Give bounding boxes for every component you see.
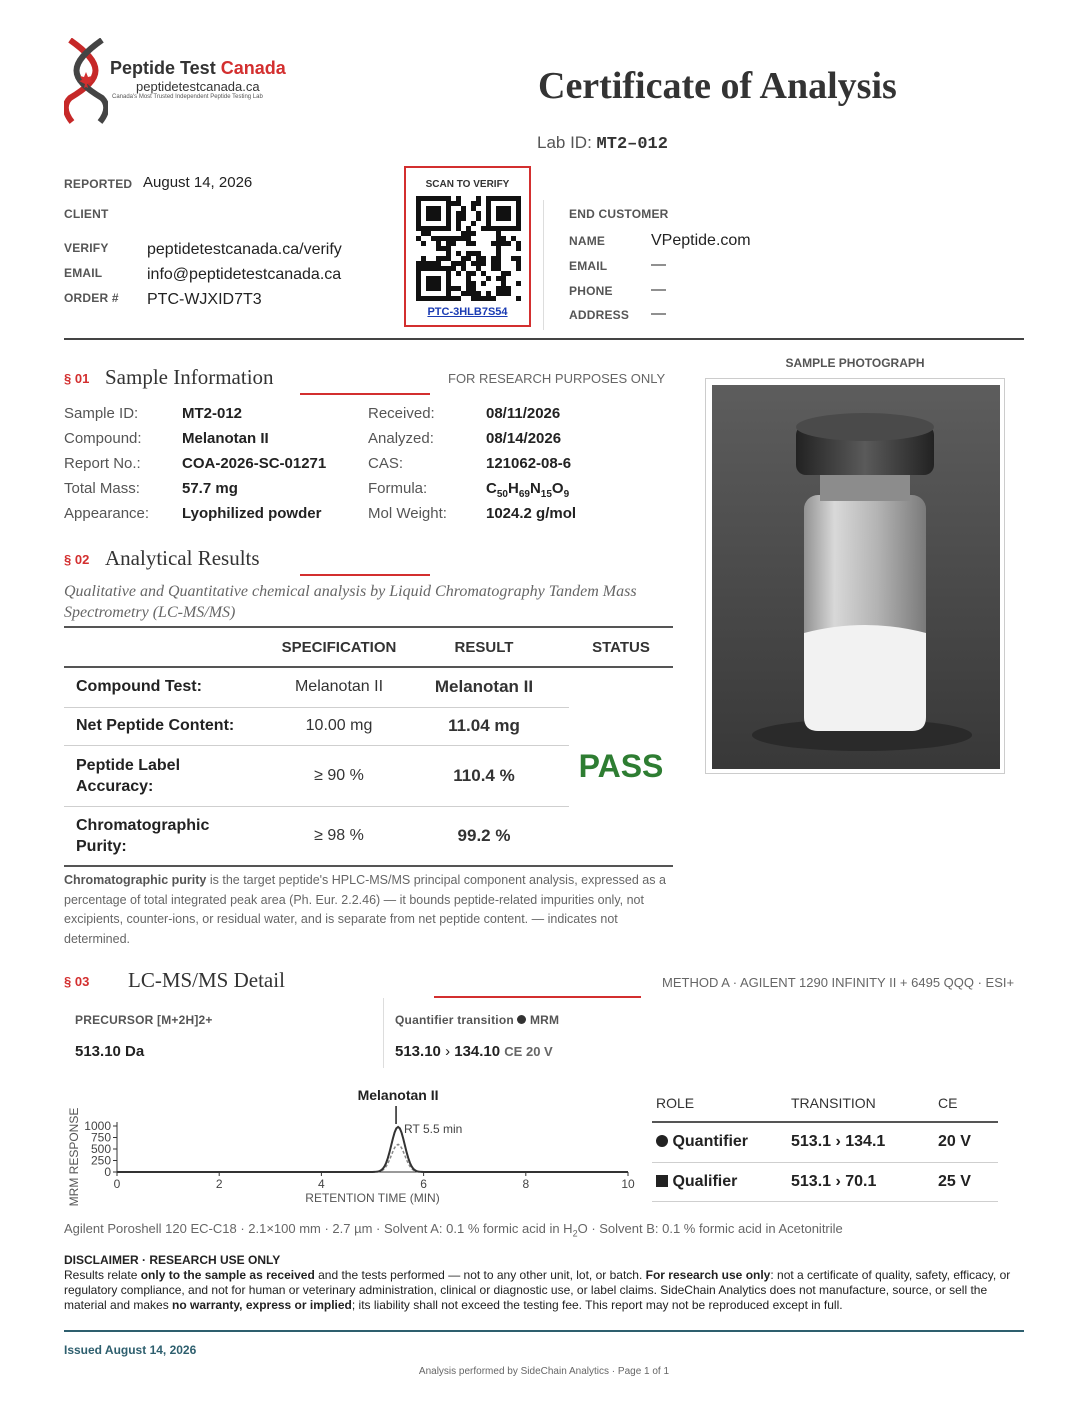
ec-name-label: NAME: [569, 234, 606, 248]
info-label: Sample ID:: [64, 405, 139, 422]
ec-address: —: [651, 305, 666, 322]
test-result: 11.04 mg: [399, 707, 569, 745]
info-label: Formula:: [368, 480, 428, 497]
email-label: EMAIL: [64, 266, 103, 280]
ce-cell: 20 V: [938, 1133, 971, 1151]
info-value: 08/14/2026: [486, 430, 562, 447]
transition-cell: 513.1 › 134.1: [791, 1133, 886, 1151]
info-value: Lyophilized powder: [182, 505, 322, 522]
quant-label-text: Quantifier transition: [395, 1013, 514, 1027]
sample-photo: [705, 378, 1005, 774]
pass-badge: PASS: [578, 748, 664, 784]
info-label: Total Mass:: [64, 480, 140, 497]
x-tick-label: 2: [215, 1177, 223, 1191]
role-qualifier: Qualifier: [672, 1172, 738, 1190]
info-label: CAS:: [368, 455, 404, 472]
footer-text: Analysis performed by SideChain Analytics · Page 1 of 1: [418, 1366, 670, 1377]
qr-link[interactable]: PTC-3HLB7S54: [427, 306, 508, 318]
test-result: 99.2 %: [457, 825, 511, 845]
disclaimer-t4: ; its liability shall not exceed the testing fee. This report may not be reproduced except in full.: [351, 1298, 843, 1312]
page-title: Certificate of Analysis: [538, 65, 897, 107]
role-quantifier: Quantifier: [672, 1133, 749, 1151]
transition-cell: 513.1 › 70.1: [787, 1162, 934, 1201]
table-row: [652, 1123, 998, 1162]
info-value: Melanotan II: [182, 430, 269, 447]
info-row: [368, 430, 688, 455]
info-label: Received:: [368, 405, 435, 422]
info-label: Appearance:: [64, 505, 150, 522]
info-label: Compound:: [64, 430, 142, 447]
disclaimer-b1: only to the sample as received: [140, 1268, 315, 1282]
disclaimer-t3: : not a certificate of quality, safety, efficacy, or regulatory compliance, and not for human or veterinary administration, clinical or diagnostic use, or label claims. SideChain Analytics does not manufacture, source, or sell the material and makes: [64, 1268, 1011, 1312]
precursor-label: PRECURSOR [M+2H]2+: [75, 1013, 213, 1027]
info-row: [368, 505, 688, 530]
column-info: Agilent Poroshell 120 EC-C18 · 2.1×100 mm · 2.7 µm · Solvent A: 0.1 % formic acid in $H_2O$ · Solvent B: 0.1 % formic acid in Acetonitrile: [64, 1221, 843, 1239]
formula-count: 9: [563, 489, 570, 500]
quantifier-trace: [117, 1127, 628, 1172]
result-header: RESULT: [454, 638, 514, 656]
info-row: [64, 405, 364, 430]
arrow-icon: ›: [445, 1043, 451, 1060]
quantifier-label: [395, 1013, 559, 1027]
section2-description: Qualitative and Quantitative chemical analysis by Liquid Chromatography Tandem Mass Spectrometry (LC-MS/MS): [64, 583, 637, 621]
info-row: [368, 405, 688, 430]
formula-value: [486, 480, 569, 500]
purity-note: [64, 871, 676, 949]
lab-id-value: MT2–012: [596, 135, 668, 154]
section1-number: § 01: [64, 371, 90, 386]
end-customer-heading: END CUSTOMER: [569, 207, 669, 221]
formula-element: C: [486, 480, 497, 497]
info-row: [368, 480, 688, 505]
dot-icon: [517, 1015, 526, 1024]
reported-label: REPORTED: [64, 177, 133, 191]
qr-caption: SCAN TO VERIFY: [425, 179, 510, 190]
ce-cell: 25 V: [934, 1162, 998, 1201]
info-label: Mol Weight:: [368, 505, 447, 522]
y-tick-label: 0: [104, 1165, 111, 1179]
formula-count: 50: [496, 489, 508, 500]
order-number: PTC-WJXID7T3: [147, 291, 262, 308]
y-tick-label: 750: [90, 1130, 111, 1145]
sample-info-right: [368, 405, 688, 530]
logo-url: peptidetestcanada.ca: [136, 79, 260, 94]
ec-name: VPeptide.com: [651, 232, 751, 249]
ce-header: CE: [938, 1095, 958, 1111]
ec-email-label: EMAIL: [569, 259, 608, 273]
quant-ce: CE 20 V: [504, 1044, 553, 1059]
header-rule: [64, 338, 1024, 340]
reported-date: August 14, 2026: [143, 174, 253, 191]
transition-header: TRANSITION: [791, 1095, 876, 1111]
disclaimer-b2: For research use only: [645, 1268, 771, 1282]
verify-link[interactable]: peptidetestcanada.ca/verify: [147, 241, 342, 258]
square-icon: [656, 1175, 668, 1187]
x-axis-label: RETENTION TIME (MIN): [305, 1191, 440, 1205]
info-value: MT2-012: [182, 405, 243, 422]
sample-info-left: [64, 405, 364, 530]
lab-id-label: Lab ID:: [537, 133, 592, 152]
logo-name-canada: Canada: [220, 58, 286, 78]
results-table: [64, 626, 673, 867]
results-header-row: [64, 628, 673, 666]
spec-header: SPECIFICATION: [281, 638, 397, 656]
formula-element: O: [551, 480, 564, 497]
section3-title: LC-MS/MS Detail: [128, 968, 285, 992]
section2-title: Analytical Results: [105, 546, 260, 570]
info-row: [64, 505, 364, 530]
info-row: [64, 430, 364, 455]
ec-address-label: ADDRESS: [569, 308, 630, 322]
info-value: 121062-08-6: [486, 455, 572, 472]
logo-tagline: Canada's Most Trusted Independent Peptide Testing Lab: [112, 94, 263, 100]
client-heading: CLIENT: [64, 207, 109, 221]
qualifier-trace: [117, 1144, 628, 1172]
qr-module: [516, 296, 521, 301]
logo-name: Peptide Test: [110, 58, 216, 78]
client-email[interactable]: info@peptidetestcanada.ca: [147, 266, 342, 283]
chromatogram-chart: [60, 1082, 650, 1212]
section3-number: § 03: [64, 974, 90, 989]
info-value: 08/11/2026: [486, 405, 561, 422]
divider: [383, 998, 384, 1068]
purity-note-bold: Chromatographic purity: [64, 873, 207, 887]
issued-date: Issued August 14, 2026: [64, 1343, 197, 1357]
test-name: Compound Test:: [64, 668, 279, 707]
test-result: 110.4 %: [399, 745, 569, 806]
info-row: [64, 455, 364, 480]
status-cell: [569, 668, 673, 865]
ec-phone: —: [651, 281, 666, 298]
quant-mode: MRM: [529, 1013, 560, 1027]
disclaimer-heading: DISCLAIMER · RESEARCH USE ONLY: [64, 1253, 281, 1267]
test-spec: 10.00 mg: [279, 707, 399, 745]
y-tick-label: 1000: [84, 1119, 111, 1133]
dna-logo-icon: [64, 38, 108, 124]
section1-title: Sample Information: [105, 365, 274, 389]
ec-phone-label: PHONE: [569, 284, 613, 298]
qr-code-icon[interactable]: [416, 196, 521, 301]
table-row: [64, 668, 673, 707]
status-header: STATUS: [592, 638, 650, 656]
x-tick-label: 0: [113, 1177, 121, 1191]
test-spec: Melanotan II: [279, 668, 399, 707]
quant-transition: [395, 1043, 553, 1060]
x-tick-label: 10: [621, 1177, 635, 1191]
role-cell: [652, 1162, 787, 1201]
chart-title: Melanotan II: [357, 1087, 439, 1103]
role-header: ROLE: [656, 1095, 695, 1111]
footer-rule: [64, 1330, 1024, 1332]
info-label: Report No.:: [64, 455, 141, 472]
verify-label: VERIFY: [64, 241, 109, 255]
info-row: [368, 455, 688, 480]
test-name: Chromatographic Purity:: [76, 816, 210, 855]
section2-number: § 02: [64, 552, 90, 567]
disclaimer-t1: Results relate: [64, 1268, 141, 1282]
ec-email: —: [651, 256, 666, 273]
x-tick-label: 6: [420, 1177, 427, 1191]
section3-underline: [434, 996, 641, 998]
test-result: Melanotan II: [399, 668, 569, 707]
column-info-b: O · Solvent B: 0.1 % formic acid in Acetonitrile: [577, 1221, 843, 1236]
test-spec: ≥ 98 %: [314, 826, 364, 844]
precursor-value: 513.10 Da: [75, 1043, 145, 1060]
test-name: Net Peptide Content:: [64, 707, 279, 745]
x-tick-label: 8: [522, 1177, 530, 1191]
formula-count: 15: [540, 489, 552, 500]
qr-box: [404, 166, 531, 327]
info-value: 1024.2 g/mol: [486, 505, 577, 522]
disclaimer-text: [64, 1268, 1024, 1313]
research-note: FOR RESEARCH PURPOSES ONLY: [448, 371, 666, 386]
section2-underline: [300, 574, 430, 576]
photo-caption: SAMPLE PHOTOGRAPH: [785, 356, 925, 370]
quant-from: 513.10: [395, 1043, 441, 1060]
formula-count: 69: [518, 489, 530, 500]
info-value: COA-2026-SC-01271: [182, 455, 327, 472]
formula-element: H: [507, 480, 519, 497]
purity-note-text: is the target peptide's HPLC-MS/MS principal component analysis, expressed as a percentage of total integrated peak area (Ph. Eur. 2.2.46) — it bounds peptide-related impurities only, not excipients, counter-ions, or residual water, and is separate from net peptide content. — indicates not determined.: [64, 873, 666, 946]
x-tick-label: 4: [318, 1177, 325, 1191]
info-value: 57.7 mg: [182, 480, 238, 497]
column-info-a: Agilent Poroshell 120 EC-C18 · 2.1×100 mm · 2.7 µm · Solvent A: 0.1 % formic acid in H: [64, 1221, 573, 1236]
y-axis-label: MRM RESPONSE: [67, 1107, 81, 1207]
test-name: Peptide Label Accuracy:: [64, 745, 279, 806]
order-label: ORDER #: [64, 291, 119, 305]
info-row: [64, 480, 364, 505]
rt-annotation: RT 5.5 min: [404, 1122, 463, 1136]
section1-underline: [300, 393, 430, 395]
y-tick-label: 500: [90, 1142, 111, 1156]
formula-element: N: [529, 480, 541, 497]
table-row: [652, 1162, 998, 1201]
role-cell: [652, 1123, 787, 1162]
info-label: Analyzed:: [368, 430, 434, 447]
disclaimer-t2: and the tests performed — not to any other unit, lot, or batch.: [314, 1268, 646, 1282]
lab-id: [537, 133, 668, 154]
transition-table: [652, 1085, 998, 1202]
transition-header-row: [652, 1085, 998, 1121]
method-text: METHOD A · AGILENT 1290 INFINITY II + 6495 QQQ · ESI+: [662, 975, 1015, 990]
test-spec: ≥ 90 %: [279, 745, 399, 806]
quant-to: 134.10: [454, 1043, 501, 1060]
disclaimer-b3: no warranty, express or implied: [172, 1298, 352, 1312]
y-tick-label: 250: [90, 1153, 111, 1168]
divider: [543, 200, 544, 330]
logo: [64, 38, 284, 126]
circle-icon: [656, 1135, 668, 1147]
vial-photo-image: [712, 385, 1000, 769]
